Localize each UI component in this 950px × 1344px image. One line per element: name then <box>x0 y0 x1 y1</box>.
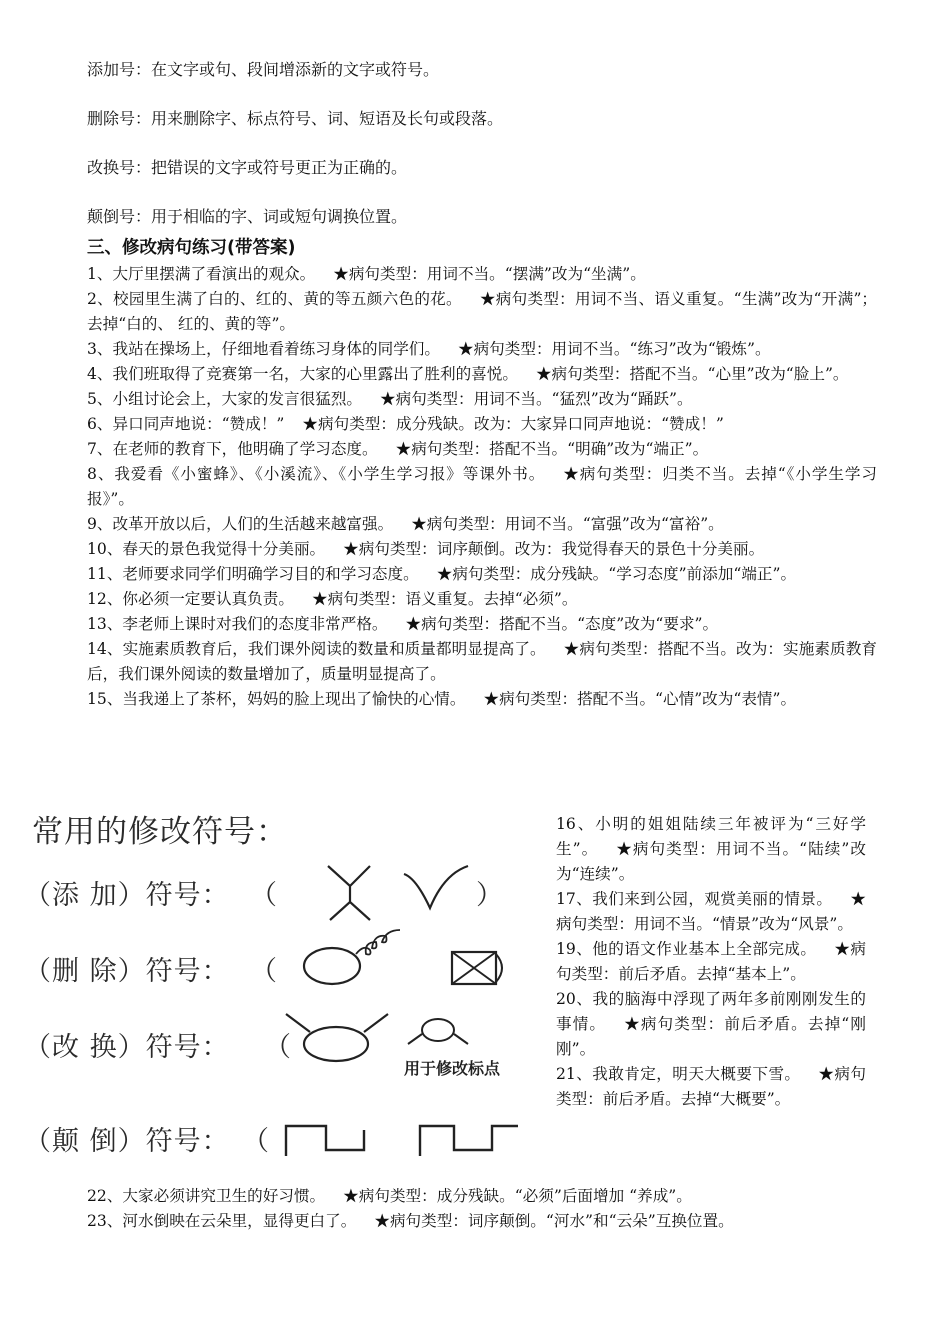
exercise-sentence: 16、小明的姐姐陆续三年被评为“三好学生”。 <box>556 815 866 858</box>
exercise-sentence: 13、李老师上课时对我们的态度非常严格。 <box>87 615 388 633</box>
exercise-item <box>556 987 866 1062</box>
close-paren: ） <box>476 880 503 911</box>
open-paren: （ <box>250 880 277 911</box>
exercise-answer: ★病句类型：用词不当。“摆满”改为“坐满”。 <box>333 265 646 283</box>
exercise-answer: ★病句类型：成分残缺。“必须”后面增加 “养成”。 <box>343 1187 692 1205</box>
exercise-sentence: 2、校园里生满了白的、红的、黄的等五颜六色的花。 <box>87 290 462 308</box>
tail-exercise-list <box>87 1184 877 1234</box>
exercise-sentence: 22、大家必须讲究卫生的好习惯。 <box>87 1187 326 1205</box>
delete-symbol-label: （删 除）符号： <box>24 956 230 987</box>
exercise-sentence: 21、我敢肯定，明天大概要下雪。 <box>556 1065 801 1083</box>
delete-symbol-icon <box>300 924 520 990</box>
exercise-sentence: 7、在老师的教育下，他明确了学习态度。 <box>87 440 378 458</box>
exercise-sentence: 10、春天的景色我觉得十分美丽。 <box>87 540 326 558</box>
exercise-answer: ★病句类型：搭配不当。“明确”改为“端正”。 <box>395 440 709 458</box>
exercise-item <box>87 337 877 362</box>
open-paren: （ <box>250 956 277 987</box>
exercise-answer: ★病句类型：搭配不当。“心情”改为“表情”。 <box>483 690 797 708</box>
exercise-list <box>87 262 877 712</box>
section-title: 三、修改病句练习(带答案) <box>87 238 296 258</box>
swap-symbol-label: （颠 倒）符号： <box>24 1126 230 1157</box>
exercise-answer: ★病句类型：用词不当。“富强”改为“富裕”。 <box>411 515 724 533</box>
exercise-item <box>87 412 877 437</box>
add-symbol-icon <box>318 864 488 924</box>
exercise-answer: ★病句类型：成分残缺。“学习态度”前添加“端正”。 <box>436 565 797 583</box>
swap-symbol-icon <box>280 1122 520 1158</box>
exercise-sentence: 8、我爱看《小蜜蜂》、《小溪流》、《小学生学习报》等课外书。 <box>87 465 546 483</box>
exercise-answer: ★病句类型：成分残缺。改为：大家异口同声地说：“赞成！” <box>302 415 724 433</box>
exercise-item <box>556 1062 866 1112</box>
exercise-answer: ★病句类型：用词不当。“情景”改为“风景”。 <box>556 890 866 933</box>
exercise-sentence: 17、我们来到公园，观赏美丽的情景。 <box>556 890 833 908</box>
open-paren: （ <box>264 1032 291 1063</box>
exercise-answer: ★病句类型：用词不当、语义重复。“生满”改为“开满”；去掉“白的、 红的、黄的等”。 <box>87 290 878 333</box>
definition-add: 添加号：在文字或句、段间增添新的文字或符号。 <box>87 60 440 79</box>
exercise-answer: ★病句类型：前后矛盾。去掉“基本上”。 <box>556 940 866 983</box>
exercise-answer: ★病句类型：用词不当。“猛烈”改为“踊跃”。 <box>380 390 693 408</box>
exercise-sentence: 20、我的脑海中浮现了两年多前刚刚发生的事情。 <box>556 990 866 1033</box>
exercise-sentence: 19、他的语文作业基本上全部完成。 <box>556 940 817 958</box>
replace-symbol-label: （改 换）符号： <box>24 1032 230 1063</box>
exercise-answer: ★病句类型：归类不当。去掉“《小学生学习报》”。 <box>87 465 877 508</box>
exercise-item <box>87 537 877 562</box>
exercise-answer: ★病句类型：词序颠倒。“河水”和“云朵”互换位置。 <box>374 1212 734 1230</box>
exercise-sentence: 23、河水倒映在云朵里，显得更白了。 <box>87 1212 357 1230</box>
symbol-definitions <box>87 58 887 254</box>
open-paren: （ <box>242 1126 269 1157</box>
exercise-item <box>556 937 866 987</box>
exercise-item <box>87 637 877 687</box>
punctuation-note: 用于修改标点 <box>404 1059 501 1078</box>
exercise-item <box>87 1209 877 1234</box>
definition-delete: 删除号：用来删除字、标点符号、词、短语及长句或段落。 <box>87 109 504 128</box>
exercise-answer: ★病句类型：前后矛盾。去掉“刚刚”。 <box>556 1015 866 1058</box>
exercise-item <box>556 887 866 937</box>
exercise-item <box>87 1184 877 1209</box>
exercise-answer: ★病句类型：搭配不当。“态度”改为“要求”。 <box>405 615 719 633</box>
exercise-sentence: 15、当我递上了茶杯，妈妈的脸上现出了愉快的心情。 <box>87 690 466 708</box>
correction-symbols-figure <box>18 808 548 1188</box>
exercise-sentence: 6、异口同声地说：“赞成！” <box>87 415 285 433</box>
exercise-answer: ★病句类型：用词不当。“练习”改为“锻炼”。 <box>457 340 771 358</box>
definition-replace: 改换号：把错误的文字或符号更正为正确的。 <box>87 158 408 177</box>
exercise-item <box>87 462 877 512</box>
exercise-sentence: 14、实施素质教育后，我们课外阅读的数量和质量都明显提高了。 <box>87 640 546 658</box>
exercise-answer: ★病句类型：词序颠倒。改为：我觉得春天的景色十分美丽。 <box>343 540 765 558</box>
exercise-item <box>556 812 866 887</box>
exercise-answer: ★病句类型：语义重复。去掉“必须”。 <box>311 590 578 608</box>
exercise-sentence: 11、老师要求同学们明确学习目的和学习态度。 <box>87 565 419 583</box>
exercise-answer: ★病句类型：搭配不当。改为：实施素质教育后，我们课外阅读的数量增加了，质量明显提高了。 <box>87 640 877 683</box>
exercise-item <box>87 587 877 612</box>
exercise-item <box>87 687 877 712</box>
definition-swap: 颠倒号：用于相临的字、词或短句调换位置。 <box>87 207 408 226</box>
exercise-item <box>87 287 877 337</box>
exercise-item <box>87 262 877 287</box>
exercise-sentence: 3、我站在操场上，仔细地看着练习身体的同学们。 <box>87 340 440 358</box>
exercise-item <box>87 562 877 587</box>
exercise-sentence: 1、大厅里摆满了看演出的观众。 <box>87 265 316 283</box>
exercise-answer: ★病句类型：用词不当。“陆续”改为“连续”。 <box>556 840 866 883</box>
exercise-answer: ★病句类型：搭配不当。“心里”改为“脸上”。 <box>535 365 849 383</box>
side-exercise-list <box>556 812 866 1112</box>
exercise-sentence: 9、改革开放以后，人们的生活越来越富强。 <box>87 515 394 533</box>
exercise-sentence: 5、小组讨论会上，大家的发言很猛烈。 <box>87 390 363 408</box>
exercise-answer: ★病句类型：前后矛盾。去掉“大概要”。 <box>556 1065 866 1108</box>
exercise-item <box>87 437 877 462</box>
exercise-sentence: 4、我们班取得了竞赛第一名，大家的心里露出了胜利的喜悦。 <box>87 365 518 383</box>
exercise-item <box>87 612 877 637</box>
exercise-item <box>87 362 877 387</box>
add-symbol-label: （添 加）符号： <box>24 880 230 911</box>
exercise-sentence: 12、你必须一定要认真负责。 <box>87 590 294 608</box>
figure-title: 常用的修改符号： <box>32 814 288 850</box>
exercise-item <box>87 387 877 412</box>
exercise-item <box>87 512 877 537</box>
